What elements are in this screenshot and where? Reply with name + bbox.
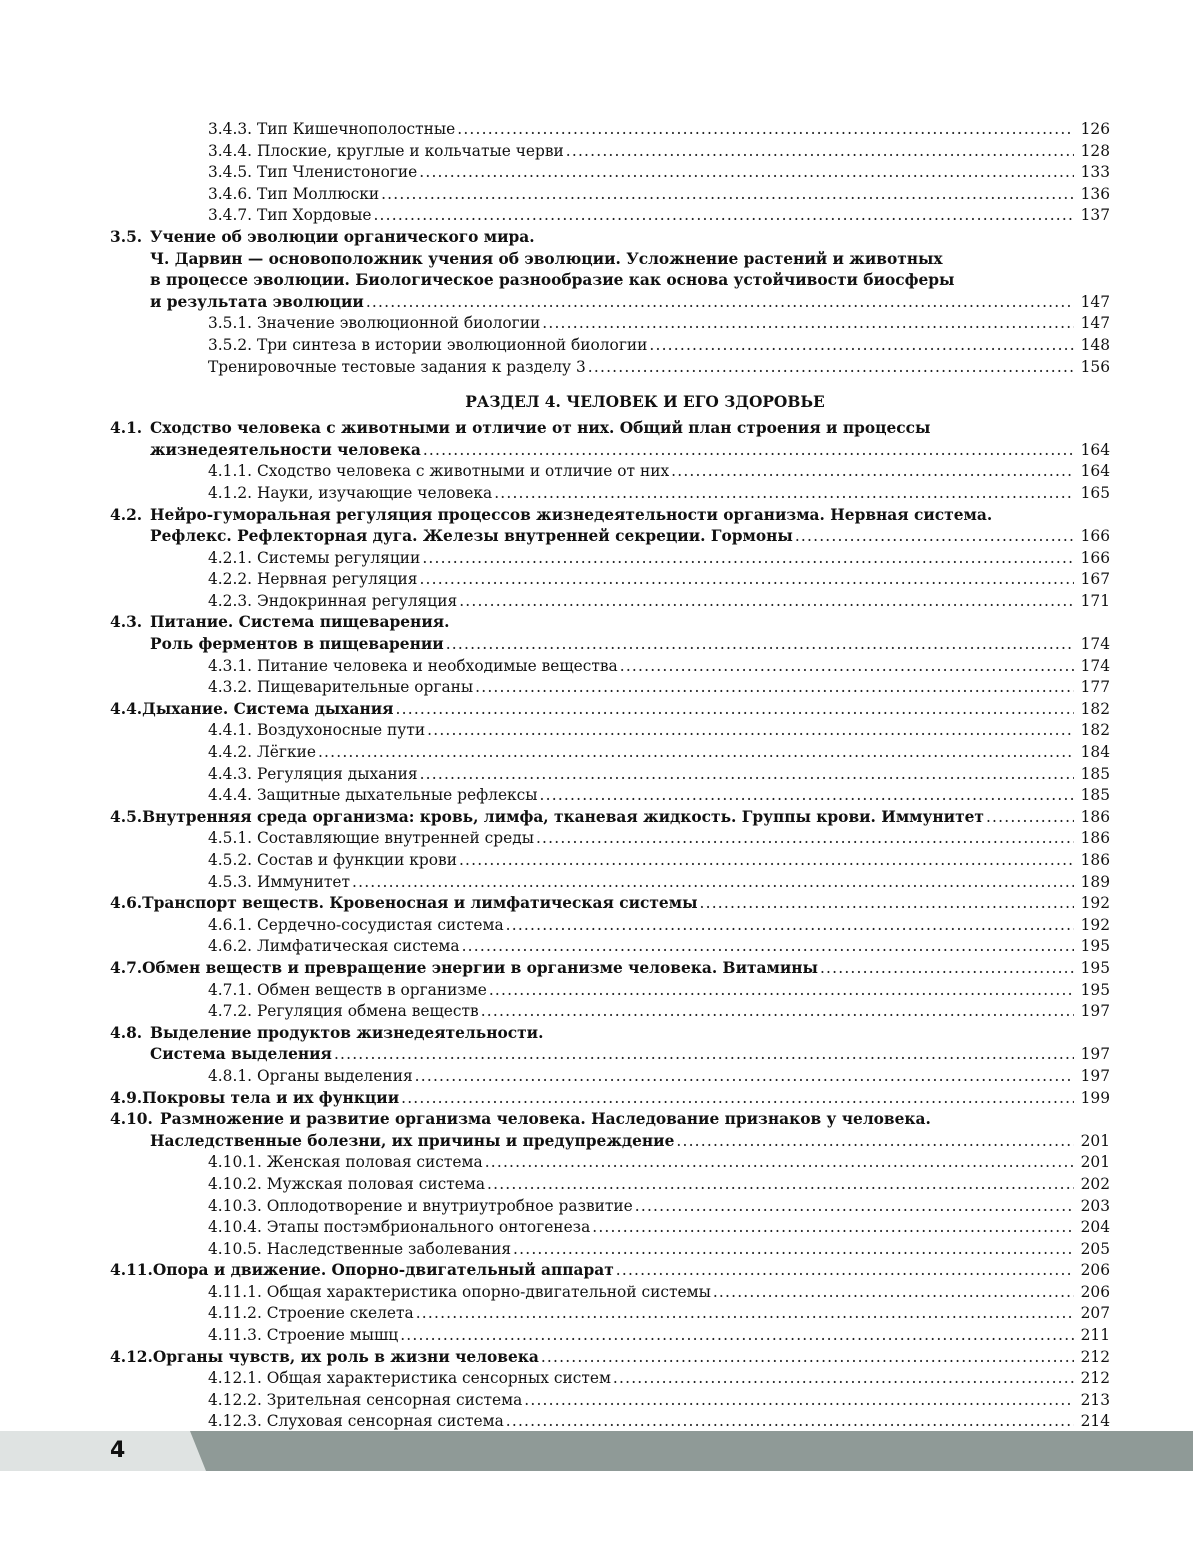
toc-subentry xyxy=(110,1152,1110,1174)
toc-entry-title: 4.4.2. Лёгкие xyxy=(208,743,316,762)
toc-entry-continuation xyxy=(110,270,1110,292)
toc-subentry xyxy=(110,850,1110,872)
toc-entry-title: Размножение и развитие организма человека. Наследование признаков у человека. xyxy=(160,1110,931,1129)
toc-page-number: 207 xyxy=(1080,1304,1110,1323)
toc-entry-continuation xyxy=(110,526,1110,548)
toc-page-number: 167 xyxy=(1080,570,1110,589)
toc-entry-title: Питание. Система пищеварения. xyxy=(150,613,450,632)
toc-top-block xyxy=(110,119,1110,378)
toc-page-number: 185 xyxy=(1080,786,1110,805)
toc-entry-title: 4.3.1. Питание человека и необходимые вещества xyxy=(208,656,618,675)
toc-page-number: 212 xyxy=(1080,1347,1110,1366)
toc-entry-title: 4.12.2. Зрительная сенсорная система xyxy=(208,1390,523,1409)
dot-leader xyxy=(542,313,1074,335)
toc-entry xyxy=(110,505,1110,527)
toc-subentry xyxy=(110,1368,1110,1390)
toc-page-number: 126 xyxy=(1080,120,1110,138)
toc-entry-title: 4.7.1. Обмен веществ в организме xyxy=(208,980,487,999)
toc-entry xyxy=(110,893,1110,915)
toc-entry-title: 3.4.4. Плоские, круглые и кольчатые черви xyxy=(208,141,564,160)
dot-leader xyxy=(485,1152,1074,1174)
toc-page-number: 213 xyxy=(1080,1390,1110,1409)
toc-subentry xyxy=(110,764,1110,786)
toc-entry-number: 4.8. xyxy=(110,1023,143,1042)
toc-subentry xyxy=(110,1174,1110,1196)
toc-page-number: 166 xyxy=(1080,548,1110,567)
toc-entry-title: Транспорт веществ. Кровеносная и лимфатическая системы xyxy=(142,894,698,913)
toc-subentry xyxy=(110,1390,1110,1412)
toc-subentry xyxy=(110,141,1110,163)
toc-entry-title: 3.4.5. Тип Членистоногие xyxy=(208,163,418,182)
dot-leader xyxy=(334,1044,1074,1066)
dot-leader xyxy=(513,1239,1074,1261)
dot-leader xyxy=(489,980,1074,1002)
toc-entry-number: 4.10. xyxy=(110,1110,153,1129)
page-number: 4 xyxy=(110,1438,126,1463)
toc-entry-title: 4.10.5. Наследственные заболевания xyxy=(208,1239,512,1258)
dot-leader xyxy=(366,292,1074,314)
dot-leader xyxy=(620,656,1074,678)
toc-entry-title: 4.10.3. Оплодотворение и внутриутробное развитие xyxy=(208,1196,633,1215)
dot-leader xyxy=(506,915,1074,937)
toc-page-number: 148 xyxy=(1080,335,1110,354)
dot-leader xyxy=(420,764,1074,786)
toc-page-number: 195 xyxy=(1080,937,1110,956)
toc-subentry xyxy=(110,205,1110,227)
toc-page-number: 195 xyxy=(1080,980,1110,999)
toc-entry-title: 4.8.1. Органы выделения xyxy=(208,1066,413,1085)
dot-leader xyxy=(613,1368,1074,1390)
toc-entry-title: Роль ферментов в пищеварении xyxy=(150,635,444,654)
toc-entry-title: Наследственные болезни, их причины и предупреждение xyxy=(150,1131,675,1150)
dot-leader xyxy=(540,785,1074,807)
toc-page-number: 203 xyxy=(1080,1196,1110,1215)
toc-entry xyxy=(110,1023,1110,1045)
toc-entry-title: Дыхание. Система дыхания xyxy=(142,699,394,718)
toc-page-number: 186 xyxy=(1080,851,1110,869)
toc-entry-number: 3.5. xyxy=(110,227,143,246)
toc-entry xyxy=(110,612,1110,634)
toc-entry-title: 4.2.3. Эндокринная регуляция xyxy=(208,591,458,610)
toc-page-number: 197 xyxy=(1080,1002,1110,1021)
toc-entry-title: 4.4.4. Защитные дыхательные рефлексы xyxy=(208,786,538,805)
toc-entry-title: 4.1.1. Сходство человека с животными и отличие от них xyxy=(208,462,670,481)
dot-leader xyxy=(423,440,1074,462)
toc-subentry xyxy=(110,742,1110,764)
toc-page-number: 133 xyxy=(1080,163,1110,182)
dot-leader xyxy=(381,184,1074,206)
toc-page-number: 212 xyxy=(1080,1369,1110,1388)
toc-entry-continuation xyxy=(110,1044,1110,1066)
toc-subentry xyxy=(110,1325,1110,1347)
toc-entry-title: 4.11.1. Общая характеристика опорно-двигательной системы xyxy=(208,1282,711,1301)
toc-entry-title: Органы чувств, их роль в жизни человека xyxy=(152,1347,539,1366)
toc-entry-number: 4.7. xyxy=(110,958,143,977)
dot-leader xyxy=(419,162,1074,184)
dot-leader xyxy=(524,1390,1074,1412)
toc-page-number: 171 xyxy=(1080,591,1110,610)
toc-entry-title: Нейро-гуморальная регуляция процессов жизнедеятельности организма. Нервная система. xyxy=(150,505,993,524)
dot-leader xyxy=(419,569,1074,591)
toc-entry-number: 4.2. xyxy=(110,505,143,524)
toc-entry-title: Учение об эволюции органического мира. xyxy=(150,227,535,246)
toc-entry-title: 4.7.2. Регуляция обмена веществ xyxy=(208,1002,479,1021)
dot-leader xyxy=(373,205,1074,227)
toc-entry-title: Сходство человека с животными и отличие от них. Общий план строения и процессы xyxy=(150,419,931,438)
toc-page-number: 174 xyxy=(1080,656,1110,675)
toc-entry xyxy=(110,699,1110,721)
dot-leader xyxy=(427,720,1074,742)
toc-entry-title: Ч. Дарвин — основоположник учения об эволюции. Усложнение растений и животных xyxy=(150,249,943,268)
toc-page-number: 185 xyxy=(1080,764,1110,783)
toc-entry-title: 4.12.1. Общая характеристика сенсорных систем xyxy=(208,1369,611,1388)
toc-entry xyxy=(110,418,1110,440)
dot-leader xyxy=(671,461,1074,483)
dot-leader xyxy=(475,677,1074,699)
toc-subentry xyxy=(110,1411,1110,1433)
toc-page-number: 206 xyxy=(1080,1261,1110,1280)
dot-leader xyxy=(566,141,1074,163)
toc-entry xyxy=(110,1109,1110,1131)
toc-page-number: 174 xyxy=(1080,635,1110,654)
toc-entry-continuation xyxy=(110,634,1110,656)
toc-subentry xyxy=(110,184,1110,206)
toc-entry-number: 4.5. xyxy=(110,807,143,826)
toc-subentry xyxy=(110,119,1110,141)
toc-entry-title: 4.5.3. Иммунитет xyxy=(208,872,351,891)
dot-leader xyxy=(536,828,1074,850)
dot-leader xyxy=(713,1282,1074,1304)
toc-entry-title: 4.5.1. Составляющие внутренней среды xyxy=(208,829,534,848)
toc-entry-title: 3.5.2. Три синтеза в истории эволюционной биологии xyxy=(208,335,648,354)
dot-leader xyxy=(541,1347,1074,1369)
toc-entry-continuation xyxy=(110,249,1110,271)
toc-subentry xyxy=(110,720,1110,742)
dot-leader xyxy=(396,699,1074,721)
toc-subentry xyxy=(110,872,1110,894)
toc-entry-continuation xyxy=(110,1131,1110,1153)
toc-entry-continuation xyxy=(110,292,1110,314)
toc-subentry xyxy=(110,162,1110,184)
dot-leader xyxy=(481,1001,1074,1023)
dot-leader xyxy=(422,548,1074,570)
toc-subentry xyxy=(110,461,1110,483)
toc-subentry xyxy=(110,656,1110,678)
toc-page-number: 177 xyxy=(1080,678,1110,697)
toc-page-number: 206 xyxy=(1080,1282,1110,1301)
toc-page-number: 164 xyxy=(1080,462,1110,481)
dot-leader xyxy=(700,893,1074,915)
toc-page-number: 184 xyxy=(1080,743,1110,762)
toc-page-number: 186 xyxy=(1080,829,1110,848)
toc-page-number: 197 xyxy=(1080,1045,1110,1064)
toc-entry-title: 4.11.3. Строение мышц xyxy=(208,1326,399,1345)
toc-page-number: 182 xyxy=(1080,699,1110,718)
toc-page-number: 137 xyxy=(1080,206,1110,225)
dot-leader xyxy=(588,357,1074,379)
toc-page-number: 214 xyxy=(1080,1412,1110,1431)
toc-page-number: 205 xyxy=(1080,1239,1110,1258)
toc-entry xyxy=(110,1260,1110,1282)
toc-entry-title: 4.10.2. Мужская половая система xyxy=(208,1174,486,1193)
toc-entry xyxy=(110,1347,1110,1369)
dot-leader xyxy=(462,936,1074,958)
table-of-contents xyxy=(110,119,1110,1433)
toc-entry-title: 4.5.2. Состав и функции крови xyxy=(208,851,457,869)
dot-leader xyxy=(616,1260,1074,1282)
dot-leader xyxy=(795,526,1074,548)
toc-entry-title: Система выделения xyxy=(150,1045,332,1064)
toc-subentry xyxy=(110,1239,1110,1261)
toc-entry-title: 4.2.2. Нервная регуляция xyxy=(208,570,418,589)
toc-entry-title: 4.1.2. Науки, изучающие человека xyxy=(208,483,493,502)
toc-subentry xyxy=(110,785,1110,807)
toc-entry-title: 4.12.3. Слуховая сенсорная система xyxy=(208,1412,504,1431)
dot-leader xyxy=(415,1066,1074,1088)
toc-page-number: 211 xyxy=(1080,1326,1110,1345)
toc-page-number: 156 xyxy=(1080,357,1110,376)
toc-page-number: 197 xyxy=(1080,1066,1110,1085)
dot-leader xyxy=(401,1088,1074,1110)
toc-subentry xyxy=(110,980,1110,1002)
toc-section4-block xyxy=(110,418,1110,1433)
dot-leader xyxy=(400,1325,1074,1347)
dot-leader xyxy=(635,1196,1074,1218)
section-heading: РАЗДЕЛ 4. ЧЕЛОВЕК И ЕГО ЗДОРОВЬЕ xyxy=(465,393,825,412)
toc-page-number: 189 xyxy=(1080,872,1110,891)
toc-page-number: 165 xyxy=(1080,483,1110,502)
toc-entry-title: Внутренняя среда организма: кровь, лимфа, тканевая жидкость. Группы крови. Иммунитет xyxy=(142,807,984,826)
toc-page-number: 201 xyxy=(1080,1131,1110,1150)
dot-leader xyxy=(459,850,1074,872)
dot-leader xyxy=(352,872,1074,894)
toc-entry-title: 4.10.4. Этапы постэмбрионального онтогенеза xyxy=(208,1218,591,1237)
toc-subentry xyxy=(110,357,1110,379)
toc-entry-title: 4.3.2. Пищеварительные органы xyxy=(208,678,474,697)
toc-entry-title: и результата эволюции xyxy=(150,292,364,311)
toc-page-number: 192 xyxy=(1080,915,1110,934)
dot-leader xyxy=(416,1303,1074,1325)
toc-page-number: 147 xyxy=(1080,314,1110,333)
toc-page-number: 201 xyxy=(1080,1153,1110,1172)
toc-entry-title: 4.4.3. Регуляция дыхания xyxy=(208,764,418,783)
toc-entry-title: 4.6.2. Лимфатическая система xyxy=(208,937,460,956)
toc-entry-title: 3.5.1. Значение эволюционной биологии xyxy=(208,314,541,333)
footer-page-tab xyxy=(0,1431,206,1471)
toc-entry-title: 4.6.1. Сердечно-сосудистая система xyxy=(208,915,504,934)
toc-page-number: 199 xyxy=(1080,1088,1110,1107)
dot-leader xyxy=(592,1217,1074,1239)
toc-subentry xyxy=(110,591,1110,613)
toc-page-number: 192 xyxy=(1080,894,1110,913)
toc-subentry xyxy=(110,548,1110,570)
toc-page-number: 164 xyxy=(1080,440,1110,459)
toc-entry-title: жизнедеятельности человека xyxy=(150,440,421,459)
toc-subentry xyxy=(110,1303,1110,1325)
toc-subentry xyxy=(110,335,1110,357)
toc-entry-number: 4.1. xyxy=(110,419,143,438)
toc-entry-title: Тренировочные тестовые задания к разделу 3 xyxy=(208,357,586,376)
toc-subentry xyxy=(110,828,1110,850)
toc-entry-number: 4.11. xyxy=(110,1261,153,1280)
dot-leader xyxy=(446,634,1074,656)
dot-leader xyxy=(986,807,1074,829)
toc-subentry xyxy=(110,677,1110,699)
toc-subentry xyxy=(110,569,1110,591)
toc-page-number: 147 xyxy=(1080,292,1110,311)
toc-entry xyxy=(110,227,1110,249)
toc-page-number: 186 xyxy=(1080,807,1110,826)
toc-entry-title: 4.10.1. Женская половая система xyxy=(208,1153,483,1172)
toc-subentry xyxy=(110,1196,1110,1218)
toc-page-number: 128 xyxy=(1080,141,1110,160)
toc-entry-title: 4.4.1. Воздухоносные пути xyxy=(208,721,426,740)
toc-page-number: 136 xyxy=(1080,184,1110,203)
dot-leader xyxy=(494,483,1074,505)
toc-page-number: 166 xyxy=(1080,527,1110,546)
toc-subentry xyxy=(110,483,1110,505)
toc-entry-title: 3.4.6. Тип Моллюски xyxy=(208,184,380,203)
dot-leader xyxy=(459,591,1074,613)
dot-leader xyxy=(506,1411,1074,1433)
toc-page-number: 182 xyxy=(1080,721,1110,740)
dot-leader xyxy=(676,1131,1074,1153)
toc-entry xyxy=(110,958,1110,980)
toc-entry-number: 4.9. xyxy=(110,1088,143,1107)
toc-subentry xyxy=(110,915,1110,937)
toc-entry-title: 3.4.3. Тип Кишечнополостные xyxy=(208,120,456,138)
toc-subentry xyxy=(110,1282,1110,1304)
toc-entry-title: Покровы тела и их функции xyxy=(142,1088,400,1107)
toc-entry-continuation xyxy=(110,440,1110,462)
toc-entry xyxy=(110,1088,1110,1110)
toc-page-number: 202 xyxy=(1080,1174,1110,1193)
toc-entry-number: 4.12. xyxy=(110,1347,153,1366)
toc-subentry xyxy=(110,1001,1110,1023)
toc-entry-title: Опора и движение. Опорно-двигательный аппарат xyxy=(152,1261,614,1280)
toc-entry-title: Рефлекс. Рефлекторная дуга. Железы внутренней секреции. Гормоны xyxy=(150,527,793,546)
toc-entry-title: 4.11.2. Строение скелета xyxy=(208,1304,414,1323)
dot-leader xyxy=(318,742,1074,764)
dot-leader xyxy=(820,958,1074,980)
toc-entry-number: 4.6. xyxy=(110,894,143,913)
toc-subentry xyxy=(110,1066,1110,1088)
toc-entry-title: Обмен веществ и превращение энергии в организме человека. Витамины xyxy=(142,958,818,977)
toc-page-number: 195 xyxy=(1080,958,1110,977)
dot-leader xyxy=(457,119,1074,141)
toc-entry-number: 4.3. xyxy=(110,613,143,632)
toc-subentry xyxy=(110,936,1110,958)
toc-page-number: 204 xyxy=(1080,1218,1110,1237)
toc-entry-title: 4.2.1. Системы регуляции xyxy=(208,548,421,567)
toc-entry-number: 4.4. xyxy=(110,699,143,718)
toc-entry xyxy=(110,807,1110,829)
toc-entry-title: 3.4.7. Тип Хордовые xyxy=(208,206,372,225)
toc-entry-title: в процессе эволюции. Биологическое разнообразие как основа устойчивости биосферы xyxy=(150,271,955,290)
toc-entry-title: Выделение продуктов жизнедеятельности. xyxy=(150,1023,544,1042)
dot-leader xyxy=(649,335,1074,357)
toc-subentry xyxy=(110,1217,1110,1239)
toc-subentry xyxy=(110,313,1110,335)
dot-leader xyxy=(487,1174,1074,1196)
